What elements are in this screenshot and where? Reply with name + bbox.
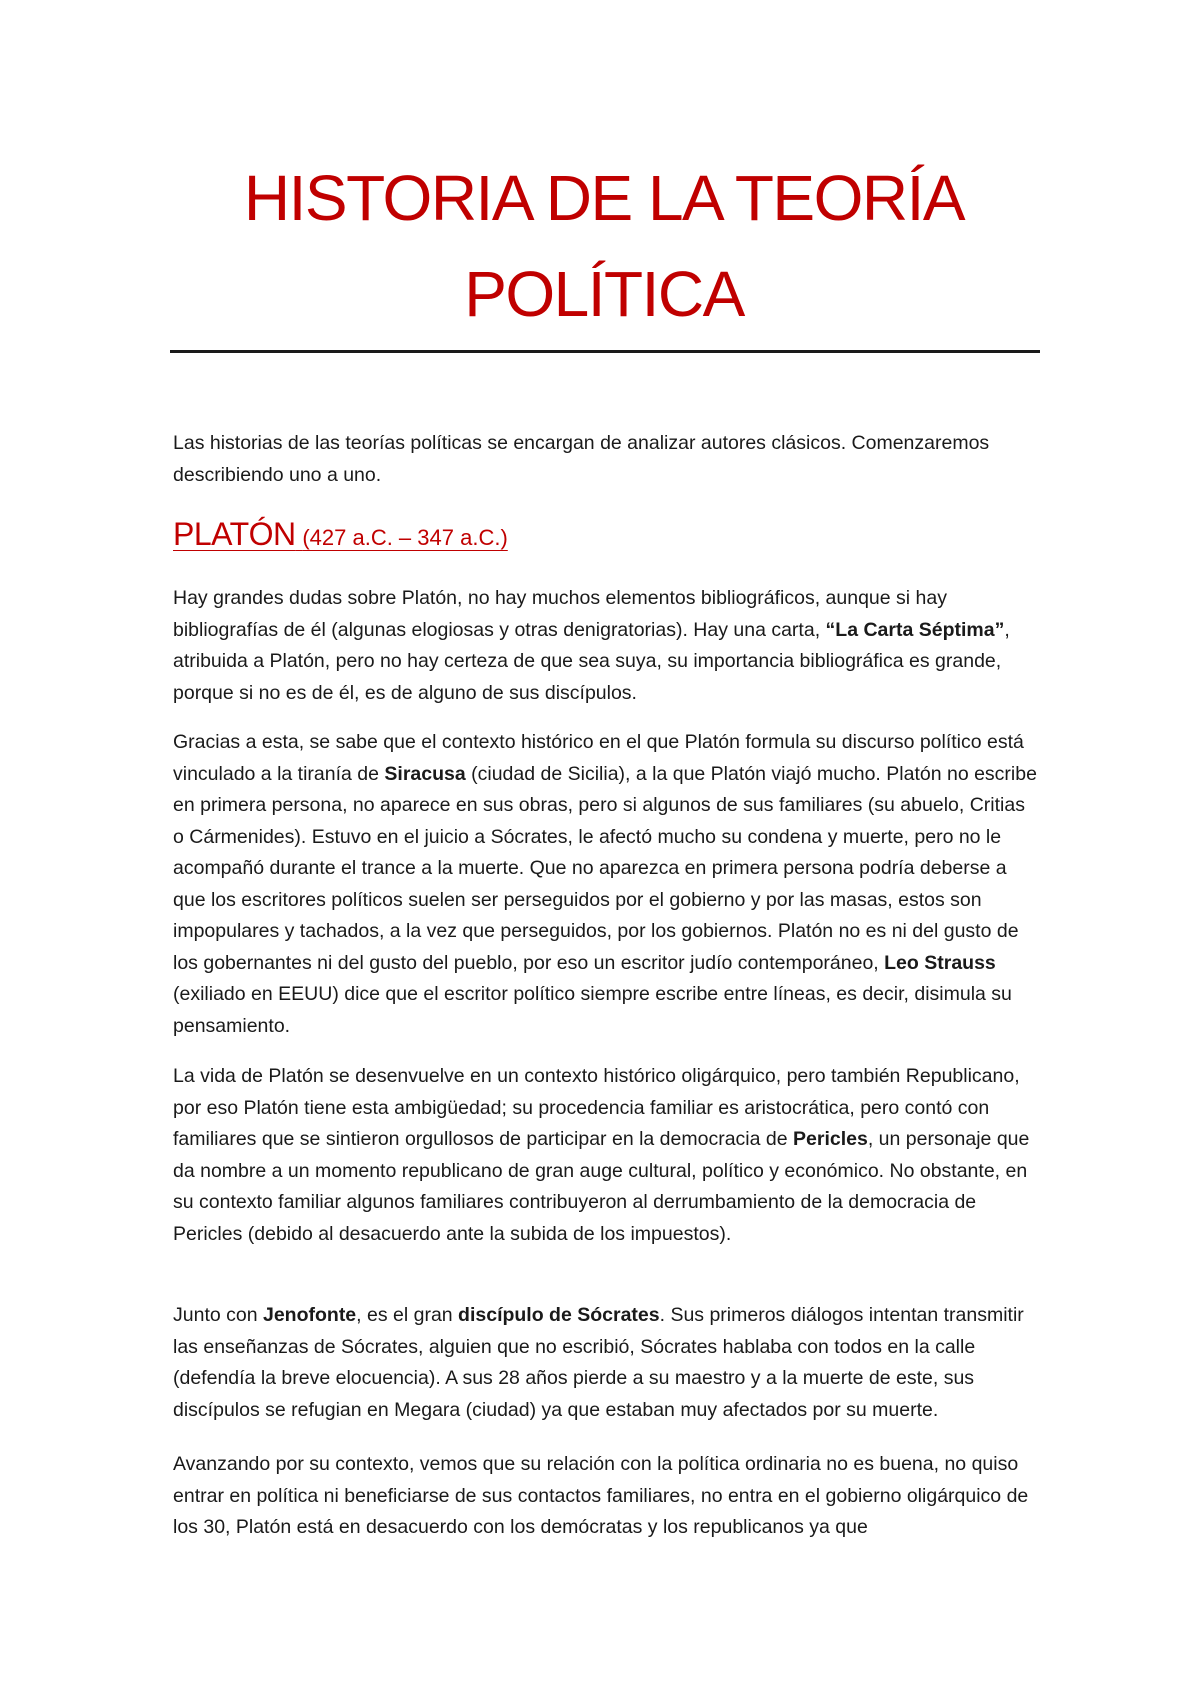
paragraph-1-text-a: Hay grandes dudas sobre Platón, no hay muchos elementos bibliográficos, aunque si hay bibliografías de él (algunas elogiosas y otras denigratorias). Hay una carta, [173,587,947,641]
paragraph-4-bold-jenofonte: Jenofonte [262,1304,357,1326]
paragraph-4 [173,1300,1041,1426]
paragraph-2-text-a: Gracias a esta, se sabe que el contexto histórico en el que Platón formula su discurso político está vinculado a la tiranía de [173,731,1024,785]
paragraph-2-bold-strauss: Leo Strauss [884,951,996,974]
paragraph-4-text-a: Junto con [173,1304,263,1326]
document-title [170,150,1038,342]
paragraph-2-text-c: (ciudad de Sicilia), a la que Platón viajó mucho. Platón no escribe en primera persona, no aparece en sus obras, pero si algunos de sus familiares (su abuelo, Critias o Cármenides). Estuvo en el juicio a Sócrates, le afectó mucho su condena y muerte, pero no le acompañó durante el trance a la muerte. Que no aparezca en primera persona podría deberse a que los escritores políticos suelen ser perseguidos por el gobierno y por las masas, estos son impopulares y tachados, a la vez que perseguidos, por los gobiernos. Platón no es ni del gusto de los gobernantes ni del gusto del pueblo, por eso un escritor judío contemporáneo, [173,762,1037,974]
paragraph-2 [173,727,1041,1042]
section-heading-platon [173,516,508,553]
paragraph-2-text-e: (exiliado en EEUU) dice que el escritor político siempre escribe entre líneas, es decir, disimula su pensamiento. [173,983,1012,1037]
paragraph-1 [173,583,1041,709]
title-line-2: POLÍTICA [464,258,744,330]
intro-paragraph: Las historias de las teorías políticas se encargan de analizar autores clásicos. Comenzaremos describiendo uno a uno. [173,432,990,486]
paragraph-3-text-c: , un personaje que da nombre a un momento republicano de gran auge cultural, político y económico. No obstante, en su contexto familiar algunos familiares contribuyeron al derrumbamiento de la democracia de Pericles (debido al desacuerdo ante la subida de los impuestos). [173,1128,1030,1245]
paragraph-1-bold-carta: “La Carta Séptima” [825,618,1005,641]
paragraph-4-text-c: , es el gran [356,1304,459,1326]
paragraph-5: Avanzando por su contexto, vemos que su relación con la política ordinaria no es buena, no quiso entrar en política ni beneficiarse de sus contactos familiares, no entra en el gobierno oligárquico de los 30, Platón está en desacuerdo con los demócratas y los republicanos ya que [173,1453,1029,1538]
section-heading-name: PLATÓN [173,516,296,552]
paragraph-4-text-e: . Sus primeros diálogos intentan transmitir las enseñanzas de Sócrates, alguien que no escribió, Sócrates hablaba con todos en la calle (defendía la breve elocuencia). A sus 28 años pierde a su maestro y a la muerte de este, sus discípulos se refugian en Megara (ciudad) ya que estaban muy afectados por su muerte. [173,1304,1024,1421]
section-heading-dates: (427 a.C. – 347 a.C.) [302,525,508,550]
title-line-1: HISTORIA DE LA TEORÍA [243,162,965,234]
paragraph-3-text-a: La vida de Platón se desenvuelve en un contexto histórico oligárquico, pero también Republicano, por eso Platón tiene esta ambigüedad; su procedencia familiar es aristocrática, pero contó con familiares que se sintieron orgullosos de participar en la democracia de [173,1065,1020,1150]
paragraph-3 [173,1061,1041,1250]
paragraph-4-bold-discipulo: discípulo de Sócrates [458,1304,660,1326]
paragraph-1-text-c: , atribuida a Platón, pero no hay certeza de que sea suya, su importancia bibliográfica es grande, porque si no es de él, es de alguno de sus discípulos. [173,618,1010,704]
paragraph-3-bold-pericles: Pericles [793,1128,868,1150]
paragraph-2-bold-siracusa: Siracusa [384,762,466,785]
title-divider [170,350,1040,353]
